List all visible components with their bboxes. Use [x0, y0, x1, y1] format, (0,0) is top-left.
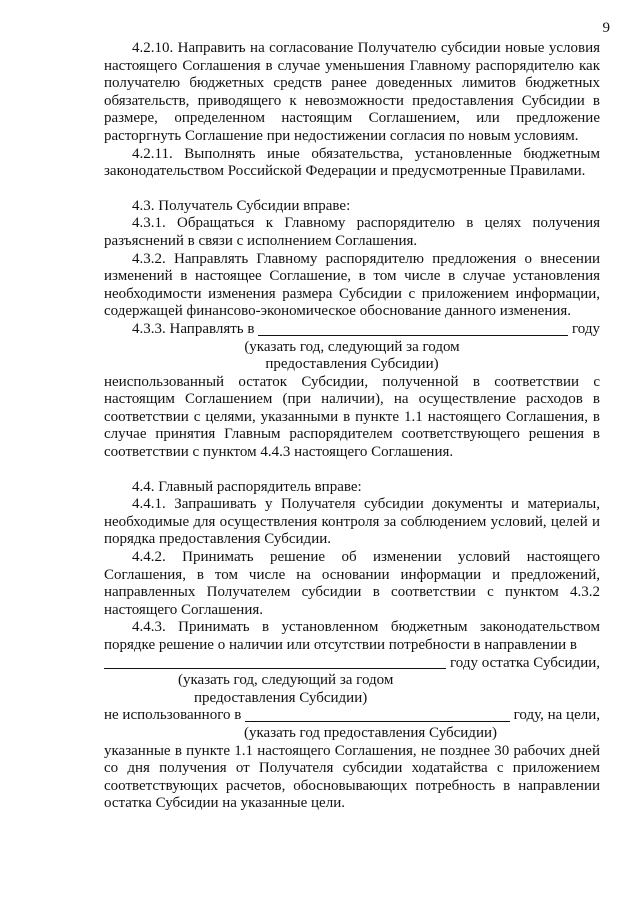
paragraph-4-4-2: 4.4.2. Принимать решение об изменении условий настоящего Соглашения, в том числе на основании информации и предложений, направленных Получателем субсидии в соответствии с пунктом 4.3.2 настоящего Соглашения.: [104, 549, 600, 618]
paragraph-4-4-3-continuation: указанные в пункте 1.1 настоящего Соглашения, не позднее 30 рабочих дней со дня получения от Получателя субсидии ходатайства с приложением соответствующих расчетов, обосновывающих потребность в направлении остатка Субсидии на указанные цели.: [104, 742, 600, 812]
blank-year-field: [245, 709, 509, 722]
paragraph-4-3-1: 4.3.1. Обращаться к Главному распорядителю в целях получения разъяснений в связи с исполнением Соглашения.: [104, 215, 600, 249]
paragraph-4-3-3-continuation: неиспользованный остаток Субсидии, полученной в соответствии с настоящим Соглашением (при наличии), на осуществление расходов в соответствии с целями, указанными в пункте 1.1 настоящего Соглашения, в случае принятия Главным распорядителем соответствующего решения в соответствии с пунктом 4.4.3 настоящего Соглашения.: [104, 373, 600, 461]
fill-line-lead: не использованного в: [104, 707, 242, 724]
paragraph-4-2-10: 4.2.10. Направить на согласование Получателю субсидии новые условия настоящего Соглашения в случае уменьшения Главному распорядителю как получателю бюджетных средств ранее доведенных лимитов бюджетных обязательств, приводящего к невозможности предоставления Субсидии в размере, определенном настоящим Соглашением, или предложение расторгнуть Соглашение при недостижении согласия по новым условиям.: [104, 40, 600, 144]
hint-text: (указать год предоставления Субсидии): [244, 724, 497, 741]
paragraph-4-2-11: 4.2.11. Выполнять иные обязательства, установленные бюджетным законодательством Российской Федерации и предусмотренные Правилами.: [104, 145, 600, 180]
fill-line-4-3-3: [104, 321, 600, 339]
blank-year-field: [104, 656, 446, 669]
fill-line-lead: 4.3.3. Направлять в: [132, 320, 255, 337]
hint-text: предоставления Субсидии): [265, 356, 439, 373]
blank-year-field: [258, 323, 568, 336]
hint-text: (указать год, следующий за годом: [244, 338, 460, 355]
paragraph-4-3-2: 4.3.2. Направлять Главному распорядителю предложения о внесении изменений в настоящее Соглашение, в том числе в случае установления необходимости изменения размера Субсидии с приложением информации, содержащей финансово-экономическое обоснование данного изменения.: [104, 250, 600, 320]
page-number: 9: [602, 20, 610, 36]
paragraph-4-4-1: 4.4.1. Запрашивать у Получателя субсидии документы и материалы, необходимые для осуществления контроля за соблюдением условий, целей и порядка предоставления Субсидии.: [104, 496, 600, 548]
section-heading-4-4: 4.4. Главный распорядитель вправе:: [132, 478, 362, 495]
hint-text: предоставления Субсидии): [194, 689, 368, 706]
paragraph-4-4-3: 4.4.3. Принимать в установленном бюджетным законодательством порядке решение о наличии или отсутствии потребности в направлении в: [104, 619, 600, 653]
fill-line-4-4-3-a: [104, 655, 600, 673]
document-body: [104, 40, 600, 813]
section-heading-4-3: 4.3. Получатель Субсидии вправе:: [132, 197, 351, 214]
fill-line-tail: году остатка Субсидии,: [450, 654, 600, 671]
fill-line-4-4-3-b: [104, 707, 600, 725]
hint-text: (указать год, следующий за годом: [178, 672, 394, 689]
fill-line-tail: году: [572, 320, 600, 337]
fill-line-tail: году, на цели,: [513, 707, 600, 724]
